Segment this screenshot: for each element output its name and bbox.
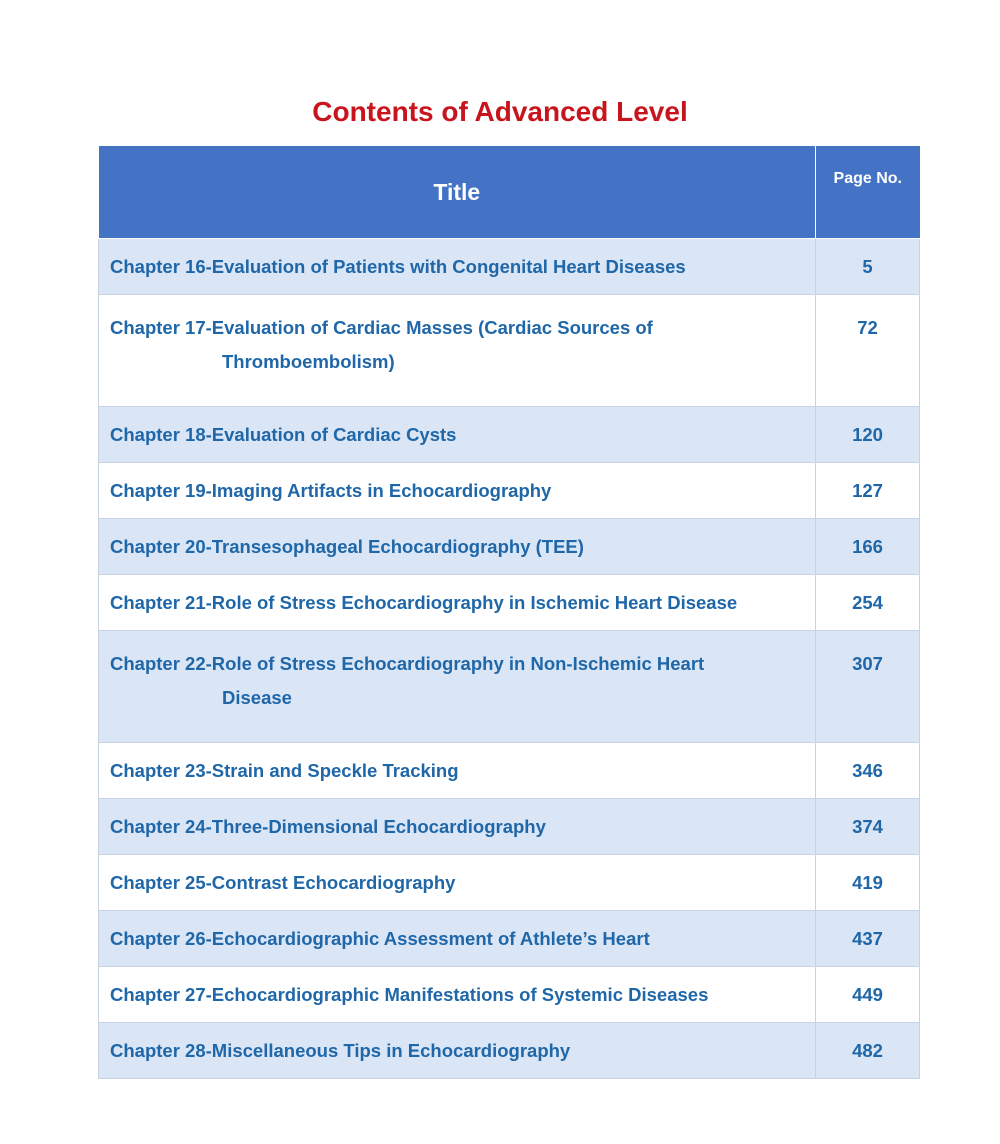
page-number: 374 [816,799,920,855]
table-row [99,519,920,575]
chapter-title-cell [99,575,816,631]
page-title: Contents of Advanced Level [312,96,688,127]
page-number: 346 [816,743,920,799]
page-number: 127 [816,463,920,519]
page-number: 307 [816,631,920,743]
chapter-title-continued: Thromboembolism) [222,351,395,372]
page-number: 419 [816,855,920,911]
chapter-title-cell [99,239,816,295]
contents-table [98,146,920,1079]
chapter-title: Chapter 21-Role of Stress Echocardiography in Ischemic Heart Disease [110,591,738,613]
chapter-title-cell [99,743,816,799]
chapter-title: Chapter 22-Role of Stress Echocardiography in Non-Ischemic Heart [110,653,705,674]
table-row [99,463,920,519]
chapter-title-cell [99,799,816,855]
table-row [99,799,920,855]
chapter-title-cell [99,1023,816,1079]
table-row [99,967,920,1023]
chapter-title: Chapter 26-Echocardiographic Assessment of Athlete’s Heart [110,927,650,949]
table-row [99,743,920,799]
chapter-title-cell [99,631,816,743]
table-row [99,239,920,295]
chapter-title-cell [99,463,816,519]
chapter-title-cell [99,295,816,407]
page-number: 437 [816,911,920,967]
column-header-title: Title [99,146,816,239]
chapter-title: Chapter 28-Miscellaneous Tips in Echocardiography [110,1039,571,1061]
chapter-title: Chapter 19-Imaging Artifacts in Echocardiography [110,479,552,501]
chapter-title: Chapter 20-Transesophageal Echocardiography (TEE) [110,535,584,557]
chapter-title: Chapter 24-Three-Dimensional Echocardiography [110,815,546,837]
table-row [99,295,920,407]
page-number: 482 [816,1023,920,1079]
chapter-title-cell [99,967,816,1023]
page-number: 120 [816,407,920,463]
table-row [99,855,920,911]
chapter-title-cell [99,519,816,575]
table-header-row [99,146,920,239]
chapter-title: Chapter 17-Evaluation of Cardiac Masses (Cardiac Sources of [110,317,653,338]
table-row [99,911,920,967]
page-number: 254 [816,575,920,631]
table-row [99,1023,920,1079]
chapter-title: Chapter 25-Contrast Echocardiography [110,871,456,893]
table-row [99,631,920,743]
chapter-title: Chapter 18-Evaluation of Cardiac Cysts [110,423,457,445]
column-header-page: Page No. [816,146,920,239]
chapter-title-continued: Disease [222,687,292,708]
chapter-title-cell [99,407,816,463]
page-number: 72 [816,295,920,407]
chapter-title: Chapter 27-Echocardiographic Manifestations of Systemic Diseases [110,983,709,1005]
page-number: 449 [816,967,920,1023]
chapter-title: Chapter 16-Evaluation of Patients with Congenital Heart Diseases [110,255,686,277]
chapter-title-cell [99,855,816,911]
table-row [99,575,920,631]
page-number: 166 [816,519,920,575]
page-number: 5 [816,239,920,295]
table-row [99,407,920,463]
chapter-title: Chapter 23-Strain and Speckle Tracking [110,759,459,781]
chapter-title-cell [99,911,816,967]
